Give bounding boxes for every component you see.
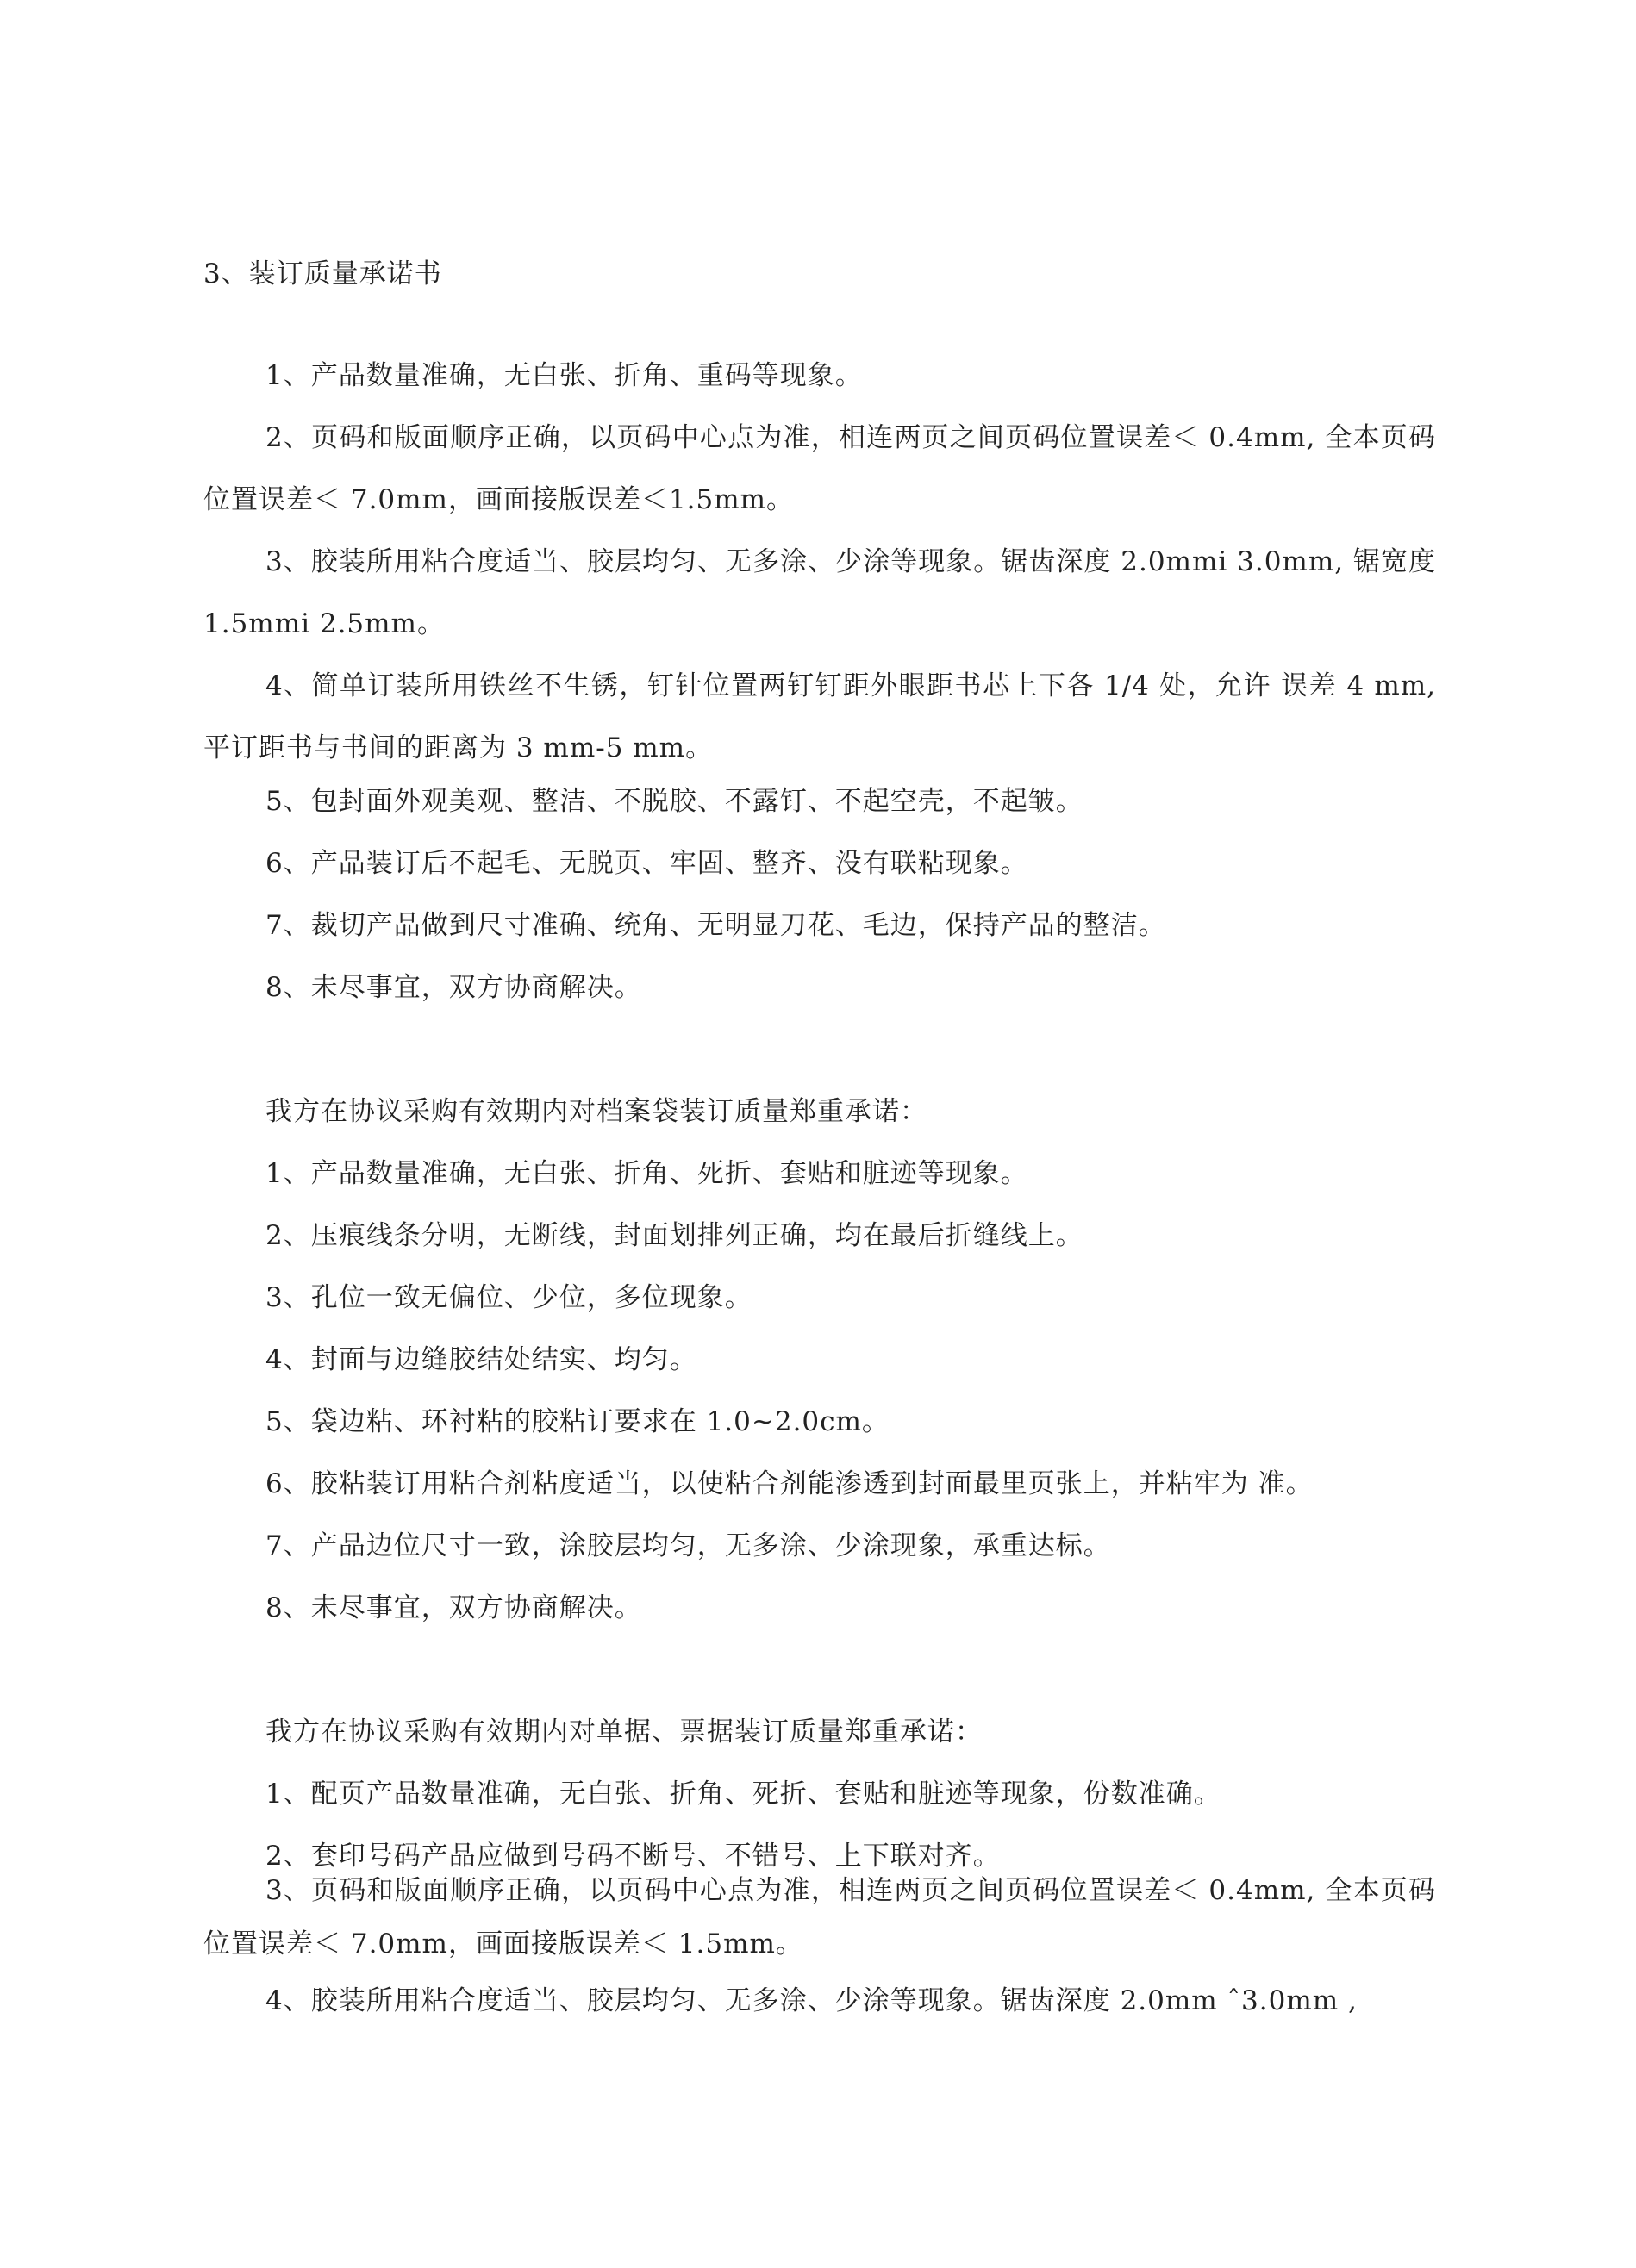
block3-item-3: 3、页码和版面顺序正确，以页码中心点为准，相连两页之间页码位置误差＜ 0.4mm, 全本页码位置误差＜ 7.0mm，画面接版误差＜ 1.5mm。: [203, 1875, 1436, 1960]
block2-item-2: 2、压痕线条分明，无断线，封面划排列正确，均在最后折缝线上。: [265, 1220, 1083, 1251]
block3-item-2: 2、套印号码产品应做到号码不断号、不错号、上下联对齐。: [265, 1841, 1001, 1872]
block1-item-8: 8、未尽事宜，双方协商解决。: [265, 972, 642, 1003]
block3-item-1: 1、配页产品数量准确，无白张、折角、死折、套贴和脏迹等现象，份数准确。: [265, 1779, 1221, 1810]
block1-item-2: 2、页码和版面顺序正确，以页码中心点为准，相连两页之间页码位置误差＜ 0.4mm, 全本页码位置误差＜ 7.0mm，画面接版误差＜1.5mm。: [203, 422, 1436, 515]
block2-item-3: 3、孔位一致无偏位、少位，多位现象。: [265, 1282, 752, 1313]
block1-item-3: 3、胶装所用粘合度适当、胶层均匀、无多涂、少涂等现象。锯齿深度 2.0mmi 3.0mm, 锯宽度 1.5mmi 2.5mm。: [203, 546, 1436, 639]
block1-item-6: 6、产品装订后不起毛、无脱页、牢固、整齐、没有联粘现象。: [265, 848, 1028, 879]
block1-item-7: 7、裁切产品做到尺寸准确、统角、无明显刀花、毛边，保持产品的整洁。: [265, 910, 1166, 941]
block2-item-5: 5、袋边粘、环衬粘的胶粘订要求在 1.0~2.0cm。: [265, 1406, 890, 1437]
block2-item-7: 7、产品边位尺寸一致，涂胶层均匀，无多涂、少涂现象，承重达标。: [265, 1530, 1111, 1561]
block1-item-4: 4、简单订装所用铁丝不生锈，钉针位置两钉钉距外眼距书芯上下各 1/4 处，允许 误差 4 mm,平订距书与书间的距离为 3 mm-5 mm。: [203, 670, 1436, 763]
block2-item-8: 8、未尽事宜，双方协商解决。: [265, 1592, 642, 1623]
block2-item-4: 4、封面与边缝胶结处结实、均匀。: [265, 1344, 697, 1375]
block1-item-5: 5、包封面外观美观、整洁、不脱胶、不露钉、不起空壳，不起皱。: [265, 786, 1083, 817]
block2-intro: 我方在协议采购有效期内对档案袋装订质量郑重承诺：: [265, 1096, 927, 1127]
block3-item-4: 4、胶装所用粘合度适当、胶层均匀、无多涂、少涂等现象。锯齿深度 2.0mm ˆ3.0mm ,: [265, 1985, 1358, 2016]
block1-item-1: 1、产品数量准确，无白张、折角、重码等现象。: [265, 360, 863, 391]
block2-item-6: 6、胶粘装订用粘合剂粘度适当，以使粘合剂能渗透到封面最里页张上，并粘牢为 准。: [265, 1468, 1314, 1499]
section-title: 3、装订质量承诺书: [203, 259, 442, 290]
block3-intro: 我方在协议采购有效期内对单据、票据装订质量郑重承诺：: [265, 1717, 983, 1748]
block2-item-1: 1、产品数量准确，无白张、折角、死折、套贴和脏迹等现象。: [265, 1158, 1028, 1189]
